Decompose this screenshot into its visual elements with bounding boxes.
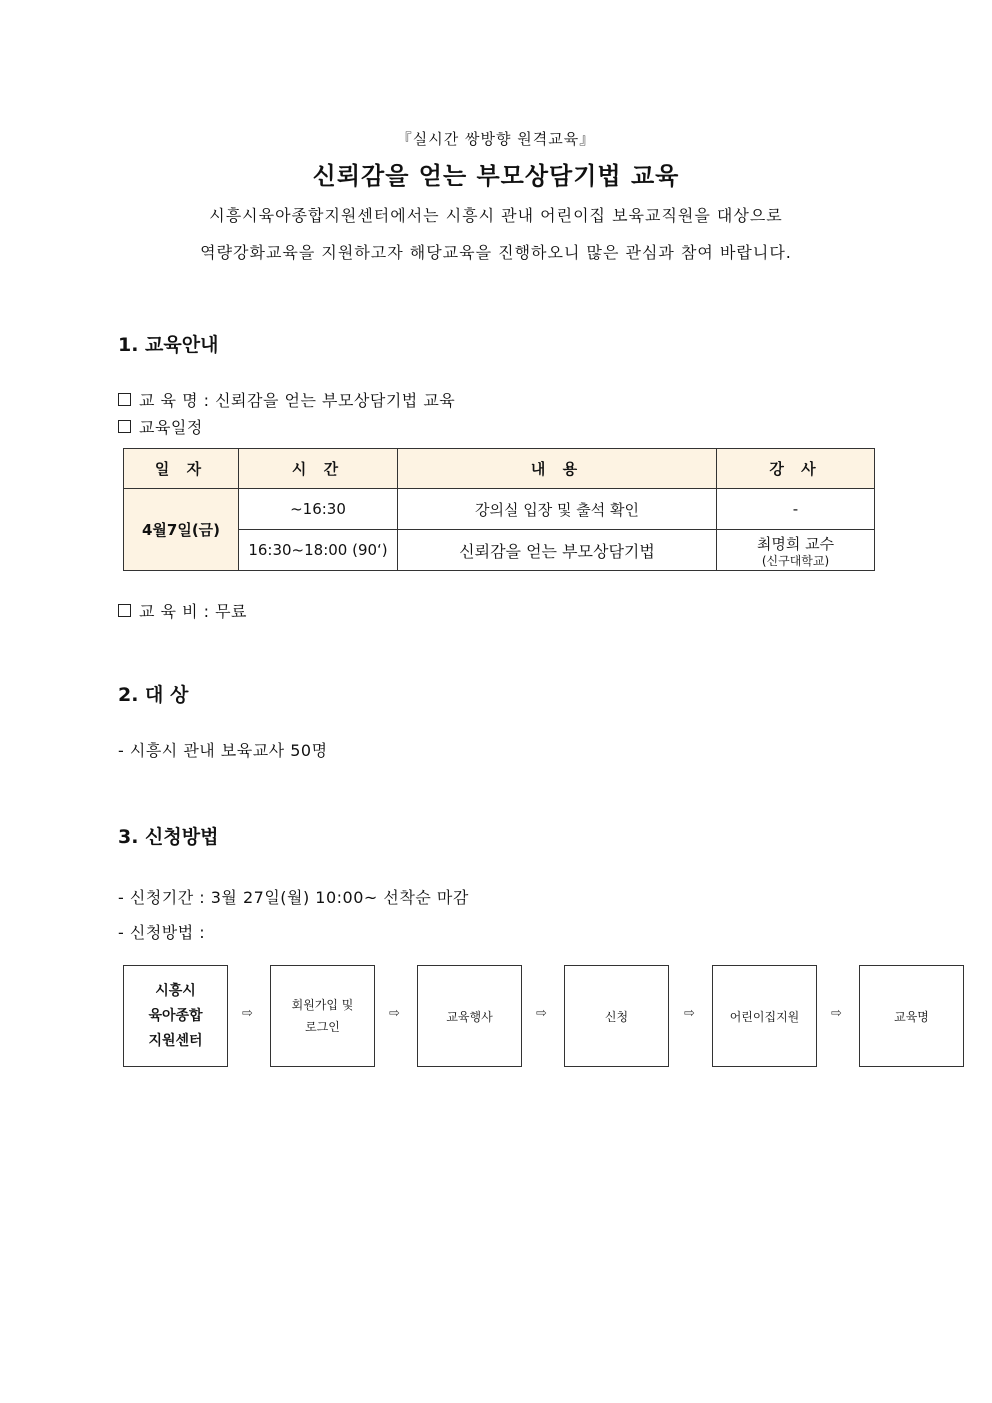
checkbox-icon [118,604,131,617]
header-instructor: 강 사 [717,449,875,489]
table-header-row [124,449,875,489]
header-time: 시 간 [239,449,398,489]
flow-step-center-line2: 육아종합 [148,1007,203,1024]
flow-step-login [270,965,375,1067]
flow-step-center-line1: 시흥시 [155,982,196,999]
flow-step-course-name: 교육명 [859,965,964,1067]
instructor-name: 최명희 교수 [756,534,835,553]
intro-line-1: 시흥시육아종합지원센터에서는 시흥시 관내 어린이집 보육교직원을 대상으로 [209,206,783,225]
section-3-heading: 3. 신청방법 [118,826,219,848]
time-cell: ~16:30 [239,489,398,530]
schedule-label-line [118,415,203,438]
application-period-line: - 신청기간 : 3월 27일(월) 10:00~ 선착순 마감 [118,888,469,907]
schedule-table [123,448,875,571]
section-2-heading: 2. 대 상 [118,684,189,706]
course-name-text: 교 육 명 : 신뢰감을 얻는 부모상담기법 교육 [139,391,456,410]
arrow-right-icon: ⇨ [389,1006,400,1021]
arrow-right-icon: ⇨ [536,1006,547,1021]
flow-step-apply: 신청 [564,965,669,1067]
instructor-cell: - [717,489,875,530]
flow-step-login-line1: 회원가입 및 [291,998,354,1012]
intro-line-2: 역량강화교육을 지원하고자 해당교육을 진행하오니 많은 관심과 참여 바랍니다. [200,243,792,262]
date-cell: 4월7일(금) [124,489,239,571]
fee-line [118,599,247,622]
arrow-right-icon: ⇨ [684,1006,695,1021]
application-method-line: - 신청방법 : [118,923,206,942]
document-title: 신뢰감을 얻는 부모상담기법 교육 [312,162,680,190]
arrow-right-icon: ⇨ [242,1006,253,1021]
course-name-line [118,388,455,411]
schedule-label-text: 교육일정 [139,418,203,437]
arrow-right-icon: ⇨ [831,1006,842,1021]
table-row [124,489,875,530]
header-content: 내 용 [398,449,717,489]
instructor-cell [717,530,875,571]
flow-step-center-line3: 지원센터 [148,1032,203,1049]
checkbox-icon [118,393,131,406]
instructor-affiliation: (신구대학교) [761,553,830,568]
target-line: - 시흥시 관내 보육교사 50명 [118,741,328,760]
header-date: 일 자 [124,449,239,489]
checkbox-icon [118,420,131,433]
content-cell: 강의실 입장 및 출석 확인 [398,489,717,530]
time-cell: 16:30~18:00 (90‘) [239,530,398,571]
fee-text: 교 육 비 : 무료 [139,602,248,621]
section-1-heading: 1. 교육안내 [118,334,219,356]
flow-step-login-line2: 로그인 [305,1020,340,1034]
document-subtitle: 『실시간 쌍방향 원격교육』 [396,130,596,148]
flow-step-daycare-support: 어린이집지원 [712,965,817,1067]
flow-step-center [123,965,228,1067]
content-cell: 신뢰감을 얻는 부모상담기법 [398,530,717,571]
flow-step-event: 교육행사 [417,965,522,1067]
